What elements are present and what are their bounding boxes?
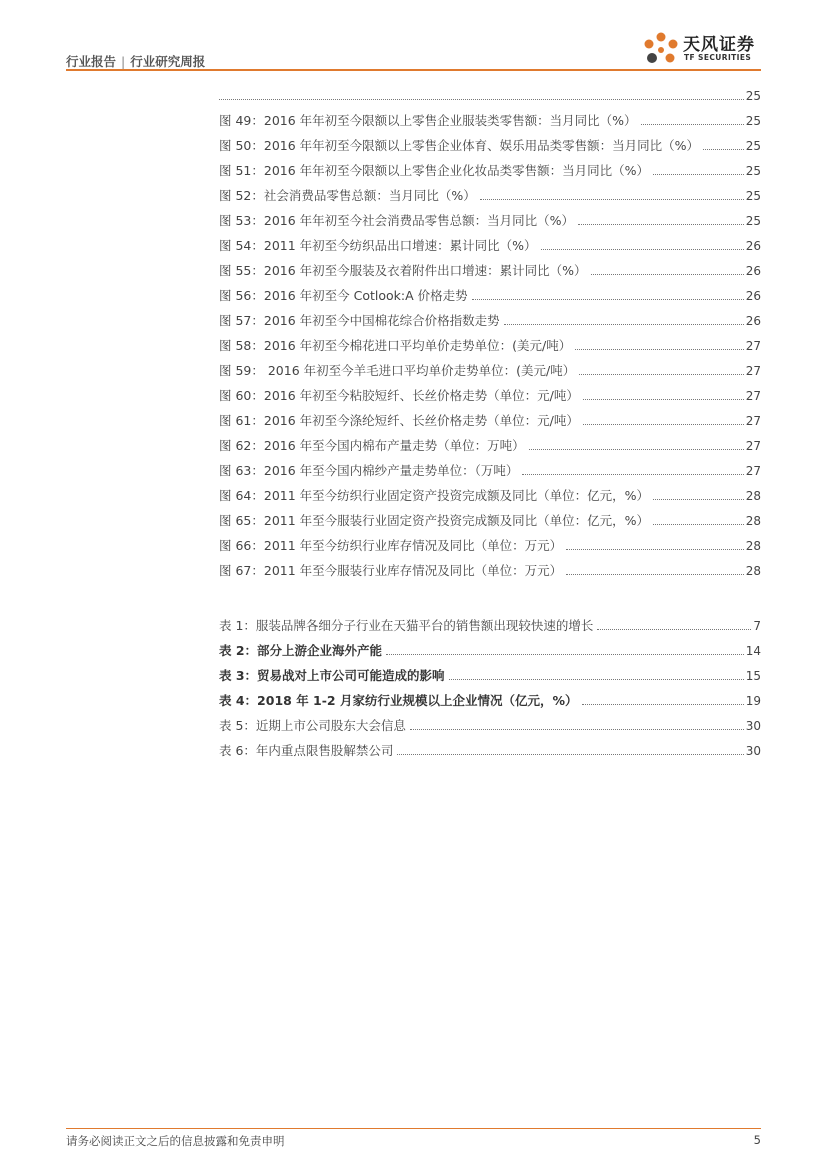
toc-page: 30 (745, 744, 761, 758)
toc-row[interactable] (219, 380, 761, 405)
report-type: 行业报告 (66, 54, 117, 69)
toc-row[interactable] (219, 685, 761, 710)
company-logo (641, 26, 761, 70)
toc-page: 25 (745, 214, 761, 228)
page-header (66, 35, 761, 70)
toc-row[interactable] (219, 180, 761, 205)
footer-divider (66, 1128, 761, 1129)
toc-page: 28 (745, 514, 761, 528)
toc-label: 图 57：2016 年初至今中国棉花综合价格指数走势 (219, 313, 500, 328)
toc-row[interactable] (219, 280, 761, 305)
toc-row[interactable] (219, 610, 761, 635)
toc-row[interactable] (219, 80, 761, 105)
toc-row[interactable] (219, 505, 761, 530)
dot-leader (449, 679, 744, 680)
toc-row[interactable] (219, 205, 761, 230)
toc-label: 图 56：2016 年初至今 Cotlook:A 价格走势 (219, 288, 468, 303)
toc-page: 27 (745, 414, 761, 428)
toc-label: 表 4：2018 年 1-2 月家纺行业规模以上企业情况（亿元，%） (219, 693, 578, 708)
toc-page: 27 (745, 439, 761, 453)
dot-leader (566, 574, 744, 575)
toc-row[interactable] (219, 105, 761, 130)
toc-label: 图 64：2011 年至今纺织行业固定资产投资完成额及同比（单位：亿元，%） (219, 488, 650, 503)
toc-label: 图 52：社会消费品零售总额：当月同比（%） (219, 188, 476, 203)
toc-page: 28 (745, 489, 761, 503)
toc-label: 图 61：2016 年初至今涤纶短纤、长丝价格走势（单位：元/吨） (219, 413, 579, 428)
dot-leader (653, 524, 744, 525)
dot-leader (529, 449, 744, 450)
page-number: 5 (753, 1133, 761, 1147)
toc-page: 26 (745, 289, 761, 303)
toc-page: 28 (745, 564, 761, 578)
toc-page: 25 (745, 139, 761, 153)
dot-leader (575, 349, 743, 350)
dot-leader (582, 704, 744, 705)
dot-leader (591, 274, 744, 275)
toc-page: 27 (745, 364, 761, 378)
toc-row[interactable] (219, 530, 761, 555)
toc-page: 26 (745, 239, 761, 253)
header-separator: | (121, 54, 126, 69)
toc-label: 图 66：2011 年至今纺织行业库存情况及同比（单位：万元） (219, 538, 563, 553)
dot-leader (522, 474, 743, 475)
dot-leader (566, 549, 744, 550)
toc-page: 26 (745, 264, 761, 278)
toc-label: 图 60：2016 年初至今粘胶短纤、长丝价格走势（单位：元/吨） (219, 388, 579, 403)
toc-label: 表 3：贸易战对上市公司可能造成的影响 (219, 668, 445, 683)
dot-leader (504, 324, 744, 325)
toc-label: 图 67：2011 年至今服装行业库存情况及同比（单位：万元） (219, 563, 563, 578)
toc-page: 25 (745, 114, 761, 128)
toc-row[interactable] (219, 430, 761, 455)
dot-leader (583, 399, 744, 400)
disclaimer-note: 请务必阅读正文之后的信息披露和免责申明 (66, 1134, 285, 1148)
toc-row[interactable] (219, 405, 761, 430)
toc-row[interactable] (219, 255, 761, 280)
toc-row[interactable] (219, 230, 761, 255)
toc-label: 表 1：服装品牌各细分子行业在天猫平台的销售额出现较快速的增长 (219, 618, 594, 633)
toc-row[interactable] (219, 455, 761, 480)
toc-row[interactable] (219, 130, 761, 155)
toc-page: 7 (753, 619, 761, 633)
toc-row[interactable] (219, 305, 761, 330)
toc-page: 25 (745, 164, 761, 178)
dot-leader (410, 729, 744, 730)
toc-page: 19 (745, 694, 761, 708)
report-subtype: 行业研究周报 (130, 54, 206, 69)
toc-page: 27 (745, 464, 761, 478)
toc-row[interactable] (219, 330, 761, 355)
toc-row[interactable] (219, 660, 761, 685)
table-index (219, 610, 761, 760)
toc-label: 表 6：年内重点限售股解禁公司 (219, 743, 394, 758)
toc-page: 26 (745, 314, 761, 328)
dot-leader (541, 249, 744, 250)
toc-row[interactable] (219, 480, 761, 505)
toc-label: 图 65：2011 年至今服装行业固定资产投资完成额及同比（单位：亿元，%） (219, 513, 650, 528)
toc-page: 30 (745, 719, 761, 733)
report-category (66, 52, 205, 70)
dot-leader (219, 99, 744, 100)
dot-leader (386, 654, 744, 655)
dot-leader (579, 374, 743, 375)
toc-row[interactable] (219, 555, 761, 580)
toc-page: 15 (745, 669, 761, 683)
toc-page: 25 (745, 189, 761, 203)
toc-page: 25 (745, 89, 761, 103)
logo-chinese-text: 天风证券 (683, 35, 755, 55)
dot-leader (653, 499, 744, 500)
logo-english-text: TF SECURITIES (684, 53, 752, 62)
toc-row[interactable] (219, 710, 761, 735)
dot-leader (703, 149, 744, 150)
toc-label: 表 2：部分上游企业海外产能 (219, 643, 383, 658)
toc-label: 图 53：2016 年年初至今社会消费品零售总额：当月同比（%） (219, 213, 575, 228)
dot-leader (641, 124, 744, 125)
toc-label: 图 59： 2016 年初至今羊毛进口平均单价走势单位：(美元/吨） (219, 363, 576, 378)
toc-label: 图 49：2016 年年初至今限额以上零售企业服装类零售额：当月同比（%） (219, 113, 637, 128)
toc-label: 图 62：2016 年至今国内棉布产量走势（单位：万吨） (219, 438, 525, 453)
toc-label: 图 51：2016 年年初至今限额以上零售企业化妆品类零售额：当月同比（%） (219, 163, 650, 178)
figure-index (219, 80, 761, 580)
toc-label: 图 55：2016 年初至今服装及衣着附件出口增速：累计同比（%） (219, 263, 587, 278)
dot-leader (583, 424, 744, 425)
toc-row[interactable] (219, 355, 761, 380)
dot-leader (653, 174, 744, 175)
toc-label: 图 58：2016 年初至今棉花进口平均单价走势单位：(美元/吨） (219, 338, 572, 353)
toc-label: 图 50：2016 年年初至今限额以上零售企业体育、娱乐用品类零售额：当月同比（%） (219, 138, 700, 153)
toc-row[interactable] (219, 735, 761, 760)
toc-page: 27 (745, 339, 761, 353)
toc-row[interactable] (219, 635, 761, 660)
flower-logo-icon (641, 30, 681, 70)
dot-leader (480, 199, 744, 200)
toc-label: 图 54：2011 年初至今纺织品出口增速：累计同比（%） (219, 238, 537, 253)
toc-row[interactable] (219, 155, 761, 180)
dot-leader (597, 629, 751, 630)
dot-leader (578, 224, 744, 225)
toc-page: 27 (745, 389, 761, 403)
dot-leader (397, 754, 743, 755)
header-divider (66, 69, 761, 71)
toc-label: 表 5：近期上市公司股东大会信息 (219, 718, 406, 733)
toc-page: 14 (745, 644, 761, 658)
toc-page: 28 (745, 539, 761, 553)
toc-label: 图 63：2016 年至今国内棉纱产量走势单位：（万吨） (219, 463, 519, 478)
dot-leader (472, 299, 744, 300)
